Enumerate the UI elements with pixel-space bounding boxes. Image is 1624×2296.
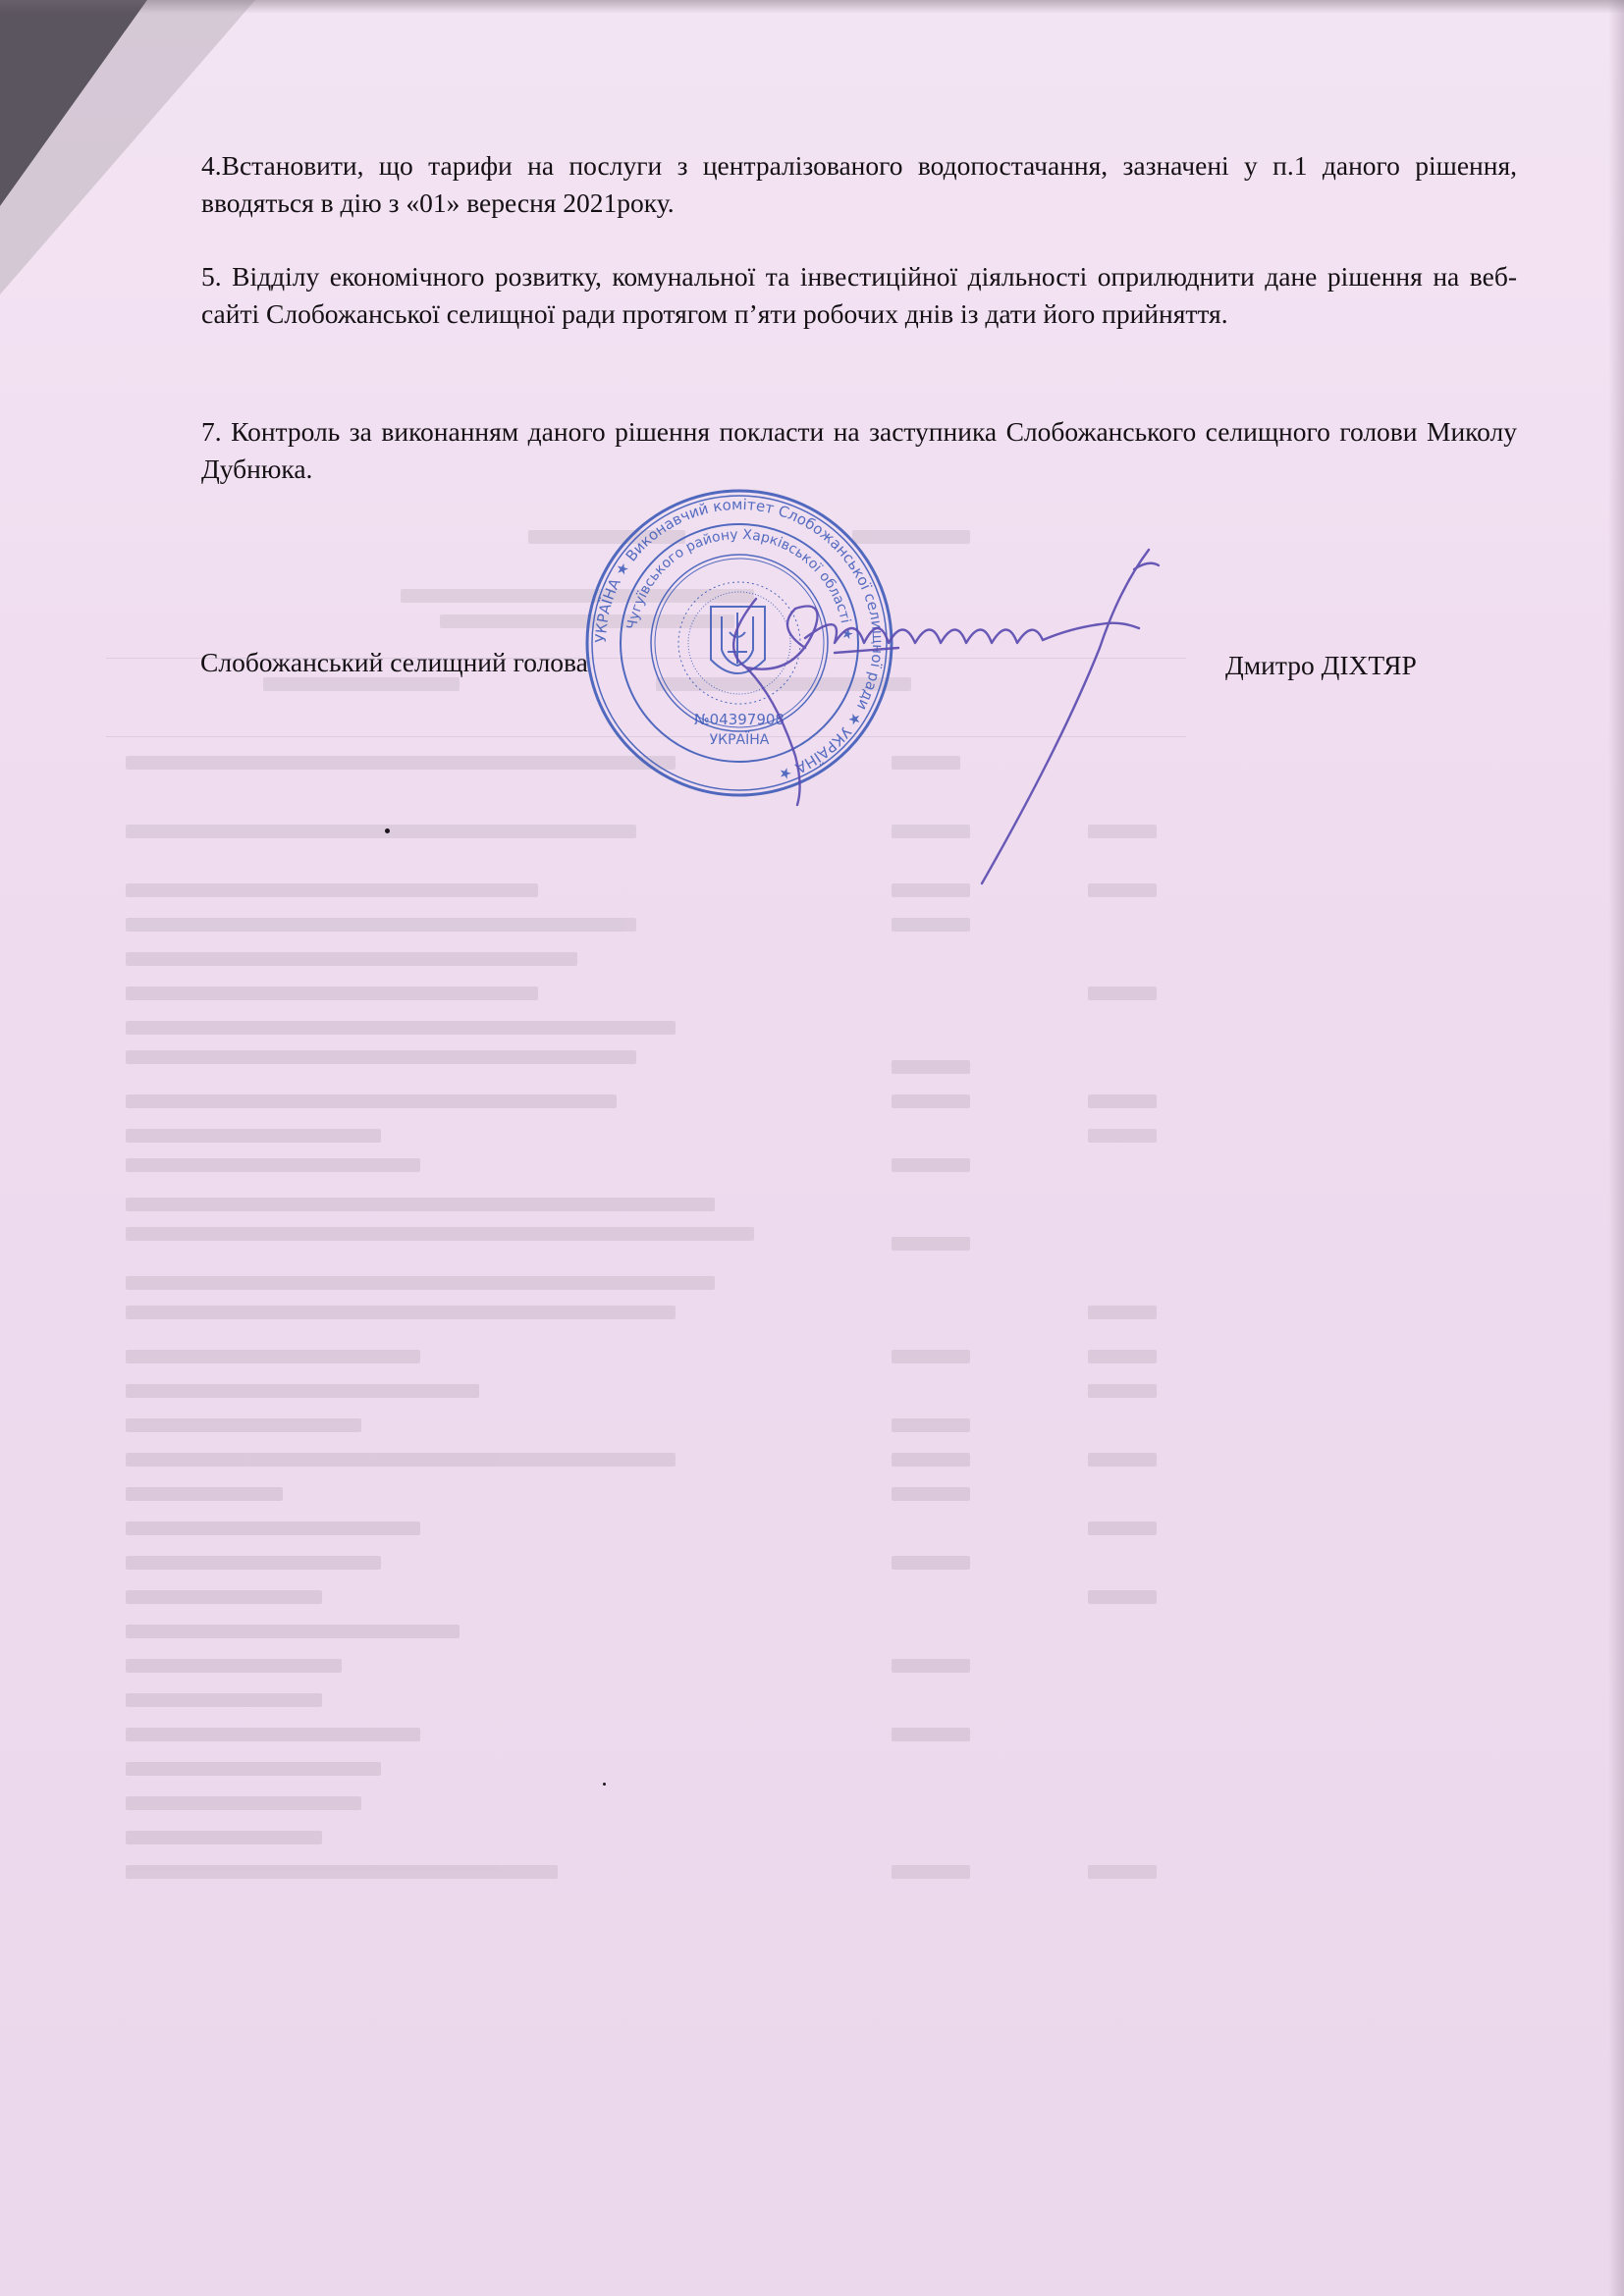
svg-text:УКРАЇНА ★ Виконавчий комітет: УКРАЇНА ★ Виконавчий комітет Слобожанської селищної ради ★ УКРАЇНА ★ xyxy=(591,495,888,784)
scanner-right-edge xyxy=(1608,0,1624,2296)
svg-text:УКРАЇНА: УКРАЇНА xyxy=(709,732,770,748)
scanner-top-edge xyxy=(0,0,1624,14)
svg-text:Чугуївського району Харківсько: Чугуївського району Харківської області ★ xyxy=(623,526,856,641)
paragraph-7: 7. Контроль за виконанням даного рішення покласти на заступника Слобожанського селищного голови Миколу Дубнюка. xyxy=(201,416,1517,484)
ink-speck xyxy=(603,1783,606,1786)
svg-text:№04397908: №04397908 xyxy=(694,711,785,728)
paragraph-4: 4.Встановити, що тарифи на послуги з централізованого водопостачання, зазначені у п.1 даного рішення, вводяться в дію з «01» вересня 2021року. xyxy=(201,150,1517,218)
ink-speck xyxy=(385,828,390,833)
paragraph-5: 5. Відділу економічного розвитку, комунальної та інвестиційної діяльності оприлюднити дане рішення на веб-сайті Слобожанської селищної ради протягом п’яти робочих днів із дати його прийняття. xyxy=(201,261,1517,329)
handwritten-signature xyxy=(687,530,1198,903)
signatory-name: Дмитро ДІХТЯР xyxy=(1225,650,1417,680)
signatory-position: Слобожанський селищний голова xyxy=(200,647,588,677)
